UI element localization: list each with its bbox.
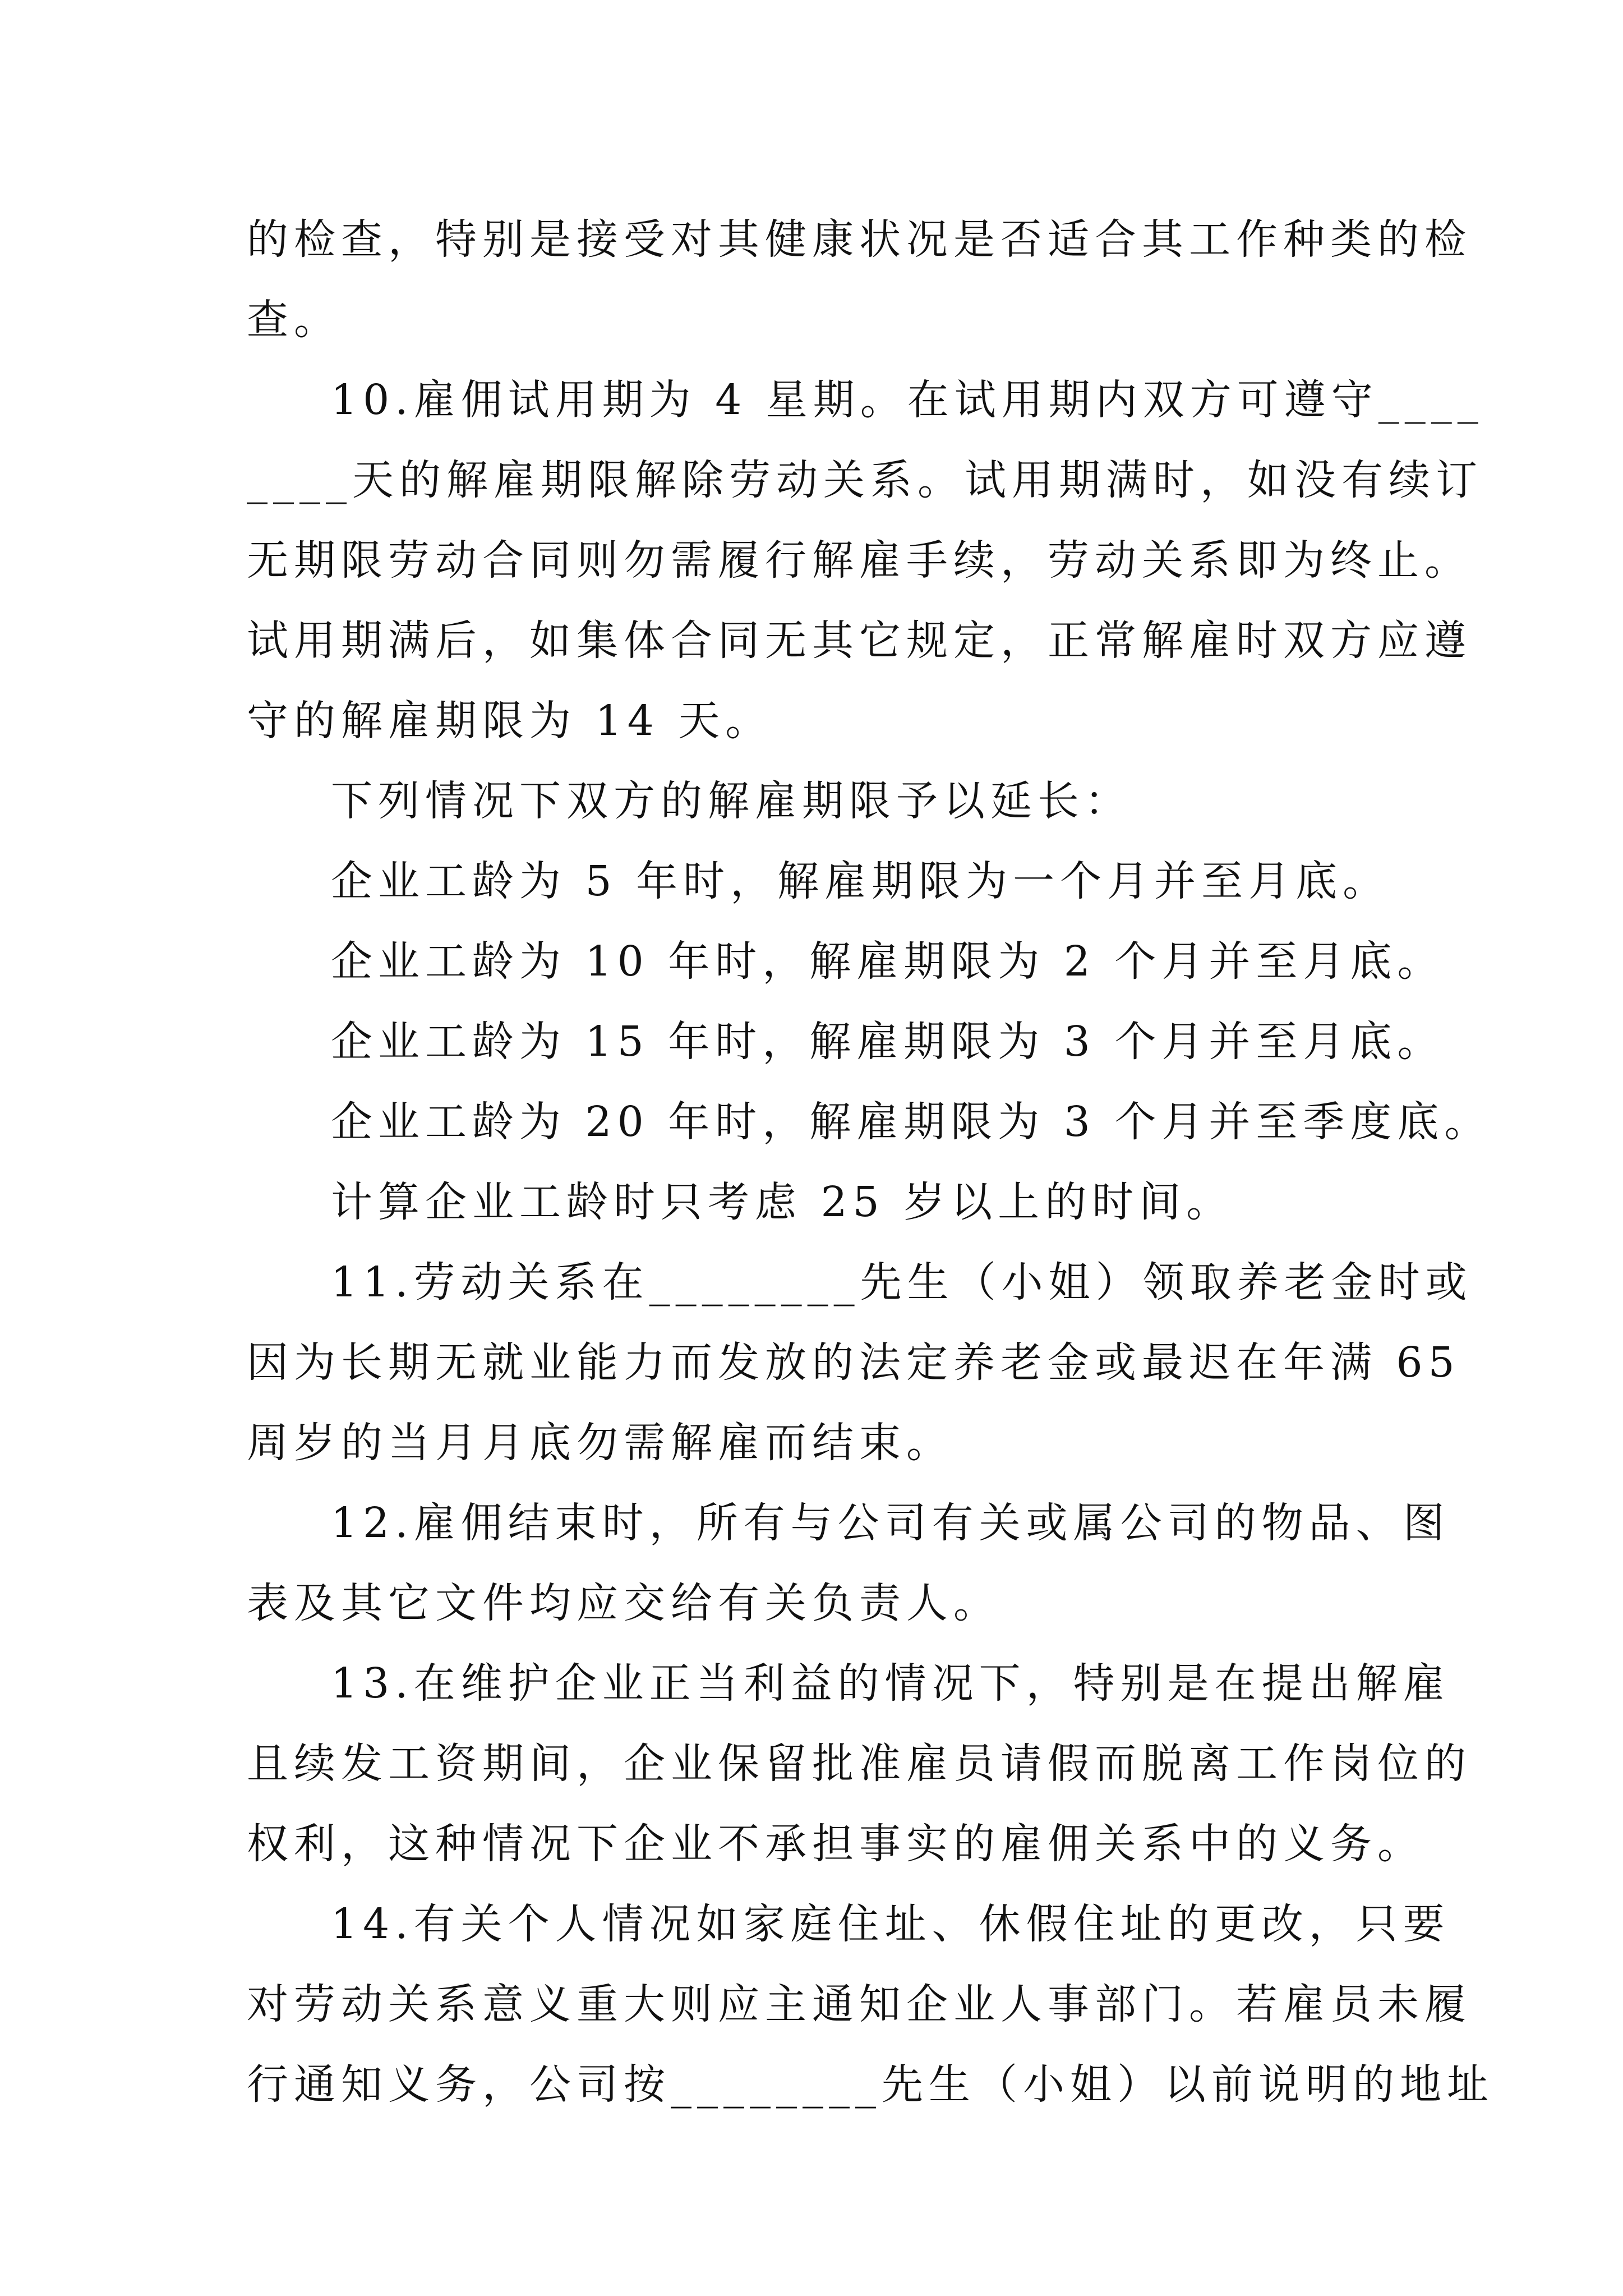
text-line: 的检查，特别是接受对其健康状况是否适合其工作种类的检 — [247, 215, 1472, 264]
text-line: 行通知义务，公司按________先生（小姐）以前说明的地址 — [247, 2060, 1494, 2109]
text-line: 企业工龄为 10 年时，解雇期限为 2 个月并至月底。 — [331, 937, 1445, 986]
text-line: 查。 — [247, 296, 341, 344]
paragraph-10-start: 10.雇佣试用期为 4 星期。在试用期内双方可遵守____ — [331, 376, 1484, 424]
paragraph-12-start: 12.雇佣结束时，所有与公司有关或属公司的物品、图 — [331, 1499, 1450, 1547]
text-line: 因为长期无就业能力而发放的法定养老金或最迟在年满 65 — [247, 1338, 1460, 1387]
paragraph-11-start: 11.劳动关系在________先生（小姐）领取养老金时或 — [331, 1258, 1473, 1306]
text-line: 下列情况下双方的解雇期限予以延长： — [331, 777, 1132, 825]
text-line: 企业工龄为 5 年时，解雇期限为一个月并至月底。 — [331, 857, 1390, 905]
text-line: 周岁的当月月底勿需解雇而结束。 — [247, 1419, 953, 1467]
document-body — [247, 200, 1494, 2125]
text-line: 企业工龄为 20 年时，解雇期限为 3 个月并至季度底。 — [331, 1098, 1492, 1146]
text-line: 企业工龄为 15 年时，解雇期限为 3 个月并至月底。 — [331, 1018, 1445, 1066]
text-line: 对劳动关系意义重大则应主通知企业人事部门。若雇员未履 — [247, 1980, 1472, 2028]
paragraph-13-start: 13.在维护企业正当利益的情况下，特别是在提出解雇 — [331, 1659, 1450, 1708]
text-line: 无期限劳动合同则勿需履行解雇手续，劳动关系即为终止。 — [247, 536, 1472, 585]
text-line: 守的解雇期限为 14 天。 — [247, 697, 773, 745]
text-line: ____天的解雇期限解除劳动关系。试用期满时，如没有续订 — [247, 456, 1483, 504]
text-line: 权利，这种情况下企业不承担事实的雇佣关系中的义务。 — [247, 1820, 1424, 1868]
text-line: 试用期满后，如集体合同无其它规定，正常解雇时双方应遵 — [247, 616, 1472, 665]
text-line: 表及其它文件均应交给有关负责人。 — [247, 1579, 1000, 1627]
text-line: 且续发工资期间，企业保留批准雇员请假而脱离工作岗位的 — [247, 1740, 1472, 1788]
text-line: 计算企业工龄时只考虑 25 岁以上的时间。 — [331, 1178, 1234, 1226]
paragraph-14-start: 14.有关个人情况如家庭住址、休假住址的更改，只要 — [331, 1900, 1450, 1948]
